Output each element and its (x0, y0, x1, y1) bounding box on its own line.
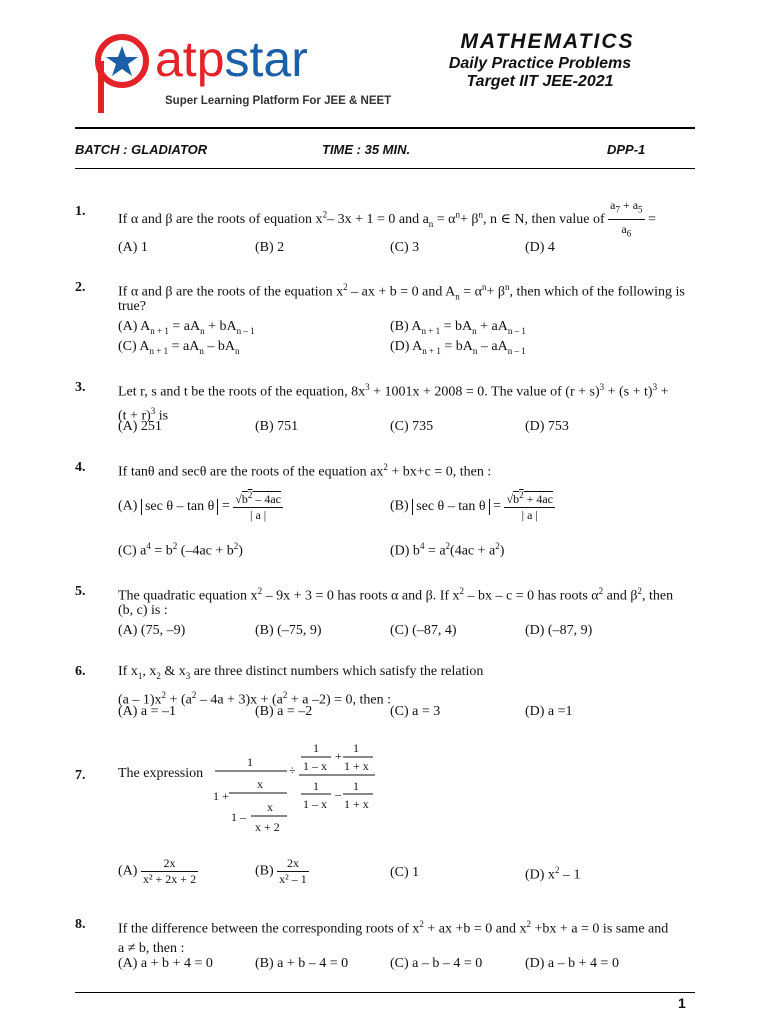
question-text-cont: (b, c) is : (118, 603, 168, 618)
option-b: (B) $\frac{2x}{\text{x² – 1}}$ (255, 856, 307, 886)
svg-text:1 – x: 1 – x (303, 797, 327, 811)
question-number: 7. (75, 768, 86, 783)
svg-text:÷: ÷ (289, 763, 296, 777)
option-a: (A) (75, –9) (118, 623, 186, 638)
question-number: 3. (75, 380, 86, 395)
svg-text:–: – (335, 787, 341, 801)
logo-wordmark: atpstar (155, 31, 308, 87)
option-b: (B) 751 (255, 419, 299, 434)
option-a: (A) sec θ – tan θ = $\frac{√b^2 - 4ac}{| a |}$ (118, 490, 281, 522)
option-a: (A) 1 (118, 240, 148, 255)
divider-bottom (75, 992, 695, 993)
svg-text:x: x (257, 777, 263, 791)
option-c: (C) a – b – 4 = 0 (390, 956, 483, 971)
svg-text:1: 1 (353, 779, 359, 793)
option-a: (A) a + b + 4 = 0 (118, 956, 213, 971)
svg-text:x: x (267, 800, 273, 814)
option-d: (D) $b^4 = a^2(4ac + a^2)$ (390, 541, 505, 559)
expression-formula (205, 738, 380, 838)
option-d: (D) (–87, 9) (525, 623, 593, 638)
option-c: (C) $A_{n + 1} = aA_n - bA_n$ (118, 339, 240, 356)
question-text: If $x_1$, $x_2$ & $x_3$ are three distinct numbers which satisfy the relation $(a - 1)x^2 + (a^2 - 4a + 3)x + (a^2 + a$ –2) = 0, then : (118, 664, 484, 708)
svg-text:1 +: 1 + (213, 789, 229, 803)
option-c: (C) 1 (390, 865, 420, 880)
option-b: (B) $A_{n + 1} = bA_n + aA_{n - 1}$ (390, 319, 526, 336)
question-text: If the difference between the corresponding roots of $x^2$ + ax +b = 0 and $x^2 +bx + a = 0$ is same and a ≠ b, then : (118, 919, 669, 956)
divider-top (75, 127, 695, 129)
svg-text:1: 1 (313, 779, 319, 793)
svg-text:+: + (335, 749, 342, 763)
tagline: Super Learning Platform For JEE & NEET (165, 95, 392, 107)
dpp-label: DPP-1 (607, 142, 646, 157)
subtitle: Daily Practice Problems (448, 55, 632, 72)
option-d: (D) 4 (525, 240, 555, 255)
fraction: $\frac{a_7 + a_5}{a_6}$ (610, 198, 643, 239)
question-text-cont: true? (118, 299, 146, 314)
option-b: (B) 2 (255, 240, 285, 255)
question-text: Let r, s and t be the roots of the equation, $8x^3 + 1001x + 2008 = 0$. The value of $(r + s)^3 + (s + t)^3$ + $(t + r)^3$ is (118, 382, 669, 424)
subject-title: MATHEMATICS (460, 30, 635, 53)
option-d: (D) a – b + 4 = 0 (525, 956, 619, 971)
option-b: (B) (–75, 9) (255, 623, 322, 638)
svg-text:1 – x: 1 – x (303, 759, 327, 773)
option-b: (B) sec θ – tan θ = $\frac{√b^2 + 4ac}{| a |}$ (390, 490, 553, 522)
option-c: (C) $a^4 = b^2$ $(-4ac + b^2)$ (118, 541, 243, 559)
logo-star-icon (95, 34, 153, 116)
option-c: (C) 735 (390, 419, 434, 434)
question-text: If tanθ and secθ are the roots of the equation $ax^2 + bx+c = 0$, then : (118, 462, 492, 480)
question-text: If α and β are the roots of equation $x^2-$ 3x + 1 = 0 and $a_n = \alpha^n+ \beta^n$, n ∈ N, then value of $\frac{a_7 + a_5}{a_6}$ = (118, 196, 696, 244)
option-d: (D) $x^2 - 1$ (525, 865, 581, 883)
option-a: (A) 251 (118, 419, 162, 434)
option-b: (B) a = –2 (255, 704, 313, 719)
option-d: (D) $A_{n + 1} = bA_n - aA_{n - 1}$ (390, 339, 526, 356)
time-label: TIME : 35 MIN. (322, 142, 411, 157)
target-title: Target IIT JEE-2021 (466, 73, 614, 90)
svg-text:x + 2: x + 2 (255, 820, 280, 834)
option-a: (A) $\frac{2x}{\text{x² + 2x + 2}}$ (118, 856, 197, 886)
svg-text:1: 1 (313, 741, 319, 755)
svg-text:1: 1 (353, 741, 359, 755)
option-a: (A) a = –1 (118, 704, 177, 719)
option-b: (B) a + b – 4 = 0 (255, 956, 349, 971)
question-text: The expression (118, 766, 204, 781)
question-number: 6. (75, 664, 86, 679)
question-number: 5. (75, 584, 86, 599)
question-number: 1. (75, 204, 86, 219)
option-d: (D) 753 (525, 419, 569, 434)
batch-label: BATCH : GLADIATOR (75, 142, 208, 157)
divider-mid (75, 168, 695, 169)
question-text: The quadratic equation $x^2 - 9x + 3 = 0$ has roots α and β. If $x^2$ – bx – c = 0 has roots $\alpha^2$ and $\beta^2$, then (118, 586, 674, 604)
option-a: (A) $A_{n + 1} = aA_n + bA_{n - 1}$ (118, 319, 255, 336)
option-c: (C) (–87, 4) (390, 623, 457, 638)
question-text: If α and β are the roots of the equation $x^2$ – ax + b = 0 and $A_n = \alpha^n+ \beta^n$, then which of the following is (118, 282, 685, 302)
svg-text:1 + x: 1 + x (344, 759, 369, 773)
svg-text:1 –: 1 – (231, 810, 246, 824)
question-number: 4. (75, 460, 86, 475)
option-d: (D) a =1 (525, 704, 573, 719)
logo (95, 31, 395, 114)
svg-text:1: 1 (247, 755, 253, 769)
option-c: (C) 3 (390, 240, 420, 255)
option-c: (C) a = 3 (390, 704, 441, 719)
question-number: 2. (75, 280, 86, 295)
svg-text:1 + x: 1 + x (344, 797, 369, 811)
question-number: 8. (75, 917, 86, 932)
page-number: 1 (678, 995, 686, 1011)
